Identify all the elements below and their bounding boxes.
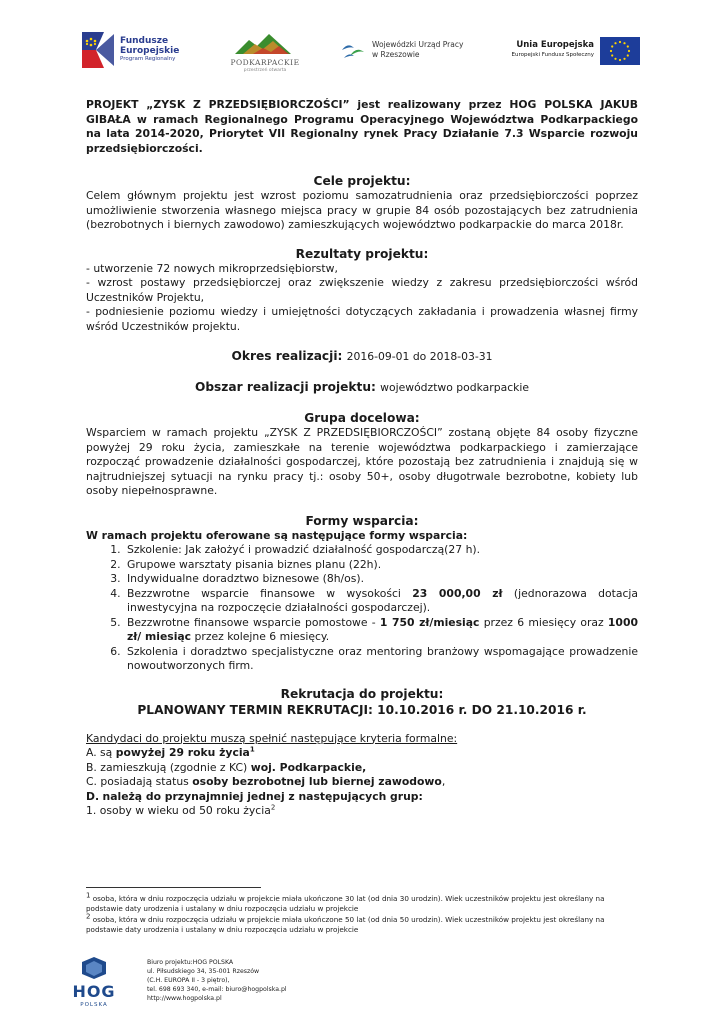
formy-heading: Formy wsparcia: — [305, 513, 419, 528]
podkarpackie-tagline: przestrzeń otwarta — [243, 68, 287, 73]
footer-line: (C.H. EUROPA II - 3 piętro), — [147, 977, 230, 984]
footnote-number: 2 — [86, 912, 91, 921]
footnote-number: 1 — [86, 891, 91, 900]
unia-europejska-logo — [504, 28, 640, 76]
ue-line1: Unia Europejska — [516, 40, 594, 50]
wup-line2: w Rzeszowie — [372, 50, 420, 59]
document-body — [86, 98, 638, 819]
kryterium-text: A. są — [86, 746, 113, 759]
obszar-label: Obszar realizacji projektu: — [194, 380, 376, 394]
kryterium-c — [86, 775, 638, 790]
rezultaty-item: - podniesienie poziomu wiedzy i umiejętności dotyczących zakładania i prowadzenia własnej firmy wśród Uczestników projektu. — [86, 305, 638, 333]
mountains-icon — [233, 32, 293, 56]
cele-heading: Cele projektu: — [313, 174, 411, 188]
intro-paragraph: PROJEKT „ZYSK Z PRZEDSIĘBIORCZOŚCI” jest realizowany przez HOG POLSKA JAKUB GIBAŁA w ramach Regionalnego Programu Operacyjnego Województwa Podkarpackiego na lata 2014-2020, Priorytet VII Regionalny rynek Pracy Działanie 7.3 Wsparcie rozwoju przedsiębiorczości. — [86, 98, 638, 155]
rekrutacja-termin: PLANOWANY TERMIN REKRUTACJI: 10.10.2016 r. DO 21.10.2016 r. — [137, 702, 587, 717]
footnote-separator — [86, 887, 261, 888]
okres-value: 2016-09-01 do 2018-03-31 — [346, 350, 493, 363]
kryterium-bold: powyżej 29 roku życia — [115, 746, 250, 759]
footer-line: http://www.hogpolska.pl — [147, 995, 222, 1002]
ue-line2: Europejski Fundusz Społeczny — [511, 52, 594, 58]
podkarpackie-logo — [218, 28, 308, 76]
hog-polska-logo — [62, 956, 126, 1016]
footnote-text: osoba, która w dniu rozpoczęcia udziału w projekcie miała ukończone 30 lat (od dnia 30 urodzin). Wiek uczestników projektu jest określany na podstawie daty urodzenia i ustalany w dniu rozpoczęcia udziału w projekcie — [86, 894, 605, 913]
hog-hexagon-icon — [74, 956, 114, 980]
podkarpackie-name: PODKARPACKIE — [230, 58, 300, 67]
kryterium-text: , — [441, 775, 446, 788]
grupa-heading: Grupa docelowa: — [304, 411, 420, 425]
grupa-text: Wsparciem w ramach projektu „ZYSK Z PRZEDSIĘBIORCZOŚCI” zostaną objęte 84 osoby fizyczne powyżej 29 roku życia, zamieszkałe na terenie województwa podkarpackiego i zamierzające rozpocząć prowadzenie działalności gospodarczej, które pozostają bez zatrudnienia i znajdują się w najtrudniejszej sytuacji na rynku pracy tj.: osoby 50+, osoby długotrwale bezrobotne, kobiety lub osoby niepełnosprawne. — [86, 426, 638, 497]
formy-item-text: Bezzwrotne finansowe wsparcie pomostowe - — [127, 615, 376, 629]
fundusze-europejskie-logo — [80, 28, 190, 76]
list-item — [124, 572, 638, 587]
kryterium-text: B. zamieszkują (zgodnie z KC) — [86, 760, 248, 774]
wup-logo — [340, 28, 480, 76]
formy-item-text: (jednorazowa dotacja inwestycyjna na rozpoczęcie działalności gospodarczej). — [127, 586, 638, 614]
formy-item-text: Bezzwrotne wsparcie finansowe w wysokości — [127, 586, 401, 600]
kryterium-bold: woj. Podkarpackie, — [250, 760, 367, 774]
kryterium-bold: należą do przynajmniej jednej z następujących grup: — [102, 789, 423, 803]
eu-flag-icon — [600, 37, 640, 65]
footer-line: ul. Piłsudskiego 34, 35-001 Rzeszów — [147, 968, 260, 975]
pomostowe-amount-2: 1000 zł/ miesiąc — [127, 615, 638, 643]
kryterium-bold: D. — [86, 789, 100, 803]
rekrutacja-heading: Rekrutacja do projektu: — [280, 686, 444, 701]
list-item — [124, 587, 638, 616]
obszar-line — [86, 379, 638, 396]
kryterium-b — [86, 761, 638, 776]
footnote-2 — [86, 912, 638, 934]
kryterium-group-1 — [86, 804, 638, 819]
formy-subheading: W ramach projektu oferowane są następujące formy wsparcia: — [86, 528, 468, 542]
wup-birds-icon — [340, 36, 368, 64]
kryterium-text: 1. osoby w wieku od 50 roku życia — [86, 804, 271, 817]
rezultaty-item: - utworzenie 72 nowych mikroprzedsiębiorstw, — [86, 261, 338, 275]
rezultaty-heading: Rezultaty projektu: — [295, 246, 429, 261]
list-item — [124, 616, 638, 645]
fe-flag-icon — [80, 30, 116, 70]
formy-item-text: Szkolenia i doradztwo specjalistyczne oraz mentoring branżowy wspomagające prowadzenie nowoutworzonych firm. — [127, 644, 638, 672]
formy-item-text: Indywidualne doradztwo biznesowe (8h/os). — [127, 572, 365, 585]
footnote-ref: 1 — [249, 745, 255, 754]
pomostowe-amount-1: 1 750 zł/miesiąc — [379, 615, 480, 629]
list-item — [124, 543, 638, 558]
kryterium-a — [86, 746, 638, 761]
formy-item-text: Szkolenie: Jak założyć i prowadzić działalność gospodarczą(27 h). — [127, 543, 481, 556]
list-item — [124, 558, 638, 573]
cele-text: Celem głównym projektu jest wzrost poziomu samozatrudnienia oraz przedsiębiorczości poprzez umożliwienie stworzenia własnego miejsca pracy w grupie 84 osób pozostających bez zatrudnienia (bezrobotnych i biernych zawodowo) zamieszkujących województwo podkarpackie do marca 2018r. — [86, 189, 638, 231]
hog-logo-sub: POLSKA — [80, 1002, 108, 1008]
fe-line1: Fundusze — [120, 36, 169, 46]
hog-logo-text: HOG — [72, 982, 116, 1001]
list-item — [124, 645, 638, 674]
formy-item-text: Grupowe warsztaty pisania biznes planu (22h). — [127, 557, 382, 571]
obszar-value: województwo podkarpackie — [380, 381, 530, 394]
footer-line: tel. 698 693 340, e-mail: biuro@hogpolska.pl — [147, 986, 287, 993]
kryterium-bold: osoby bezrobotnej lub biernej zawodowo — [192, 775, 442, 788]
logo-bar — [80, 28, 640, 78]
rezultaty-item: - wzrost postawy przedsiębiorczej oraz zwiększenie wiedzy z zakresu przedsiębiorczości wśród Uczestników Projektu, — [86, 276, 638, 304]
footer-address — [147, 958, 287, 1003]
okres-label: Okres realizacji: — [231, 349, 343, 363]
formy-item-text: przez kolejne 6 miesięcy. — [194, 630, 330, 643]
formy-list — [86, 543, 638, 674]
wup-line1: Wojewódzki Urząd Pracy — [372, 40, 464, 49]
fe-line3: Program Regionalny — [120, 56, 176, 62]
footnote-ref: 2 — [270, 803, 276, 812]
footer-line: Biuro projektu:HOG POLSKA — [147, 959, 234, 966]
kryteria-intro: Kandydaci do projektu muszą spełnić następujące kryteria formalne: — [86, 731, 458, 745]
kryterium-text: C. posiadają status — [86, 775, 189, 788]
fe-line2: Europejskie — [120, 46, 180, 56]
formy-item-text: przez 6 miesięcy oraz — [483, 615, 604, 629]
kryterium-d — [86, 790, 638, 805]
footnote-1 — [86, 891, 638, 913]
okres-line — [86, 348, 638, 365]
dotacja-amount: 23 000,00 zł — [412, 586, 503, 600]
footnote-text: osoba, która w dniu rozpoczęcia udziału w projekcie miała ukończone 50 lat (od dnia 50 urodzin). Wiek uczestników projektu jest określany na podstawie daty urodzenia i ustalany w dniu rozpoczęcia udziału w projekcie — [86, 915, 605, 934]
